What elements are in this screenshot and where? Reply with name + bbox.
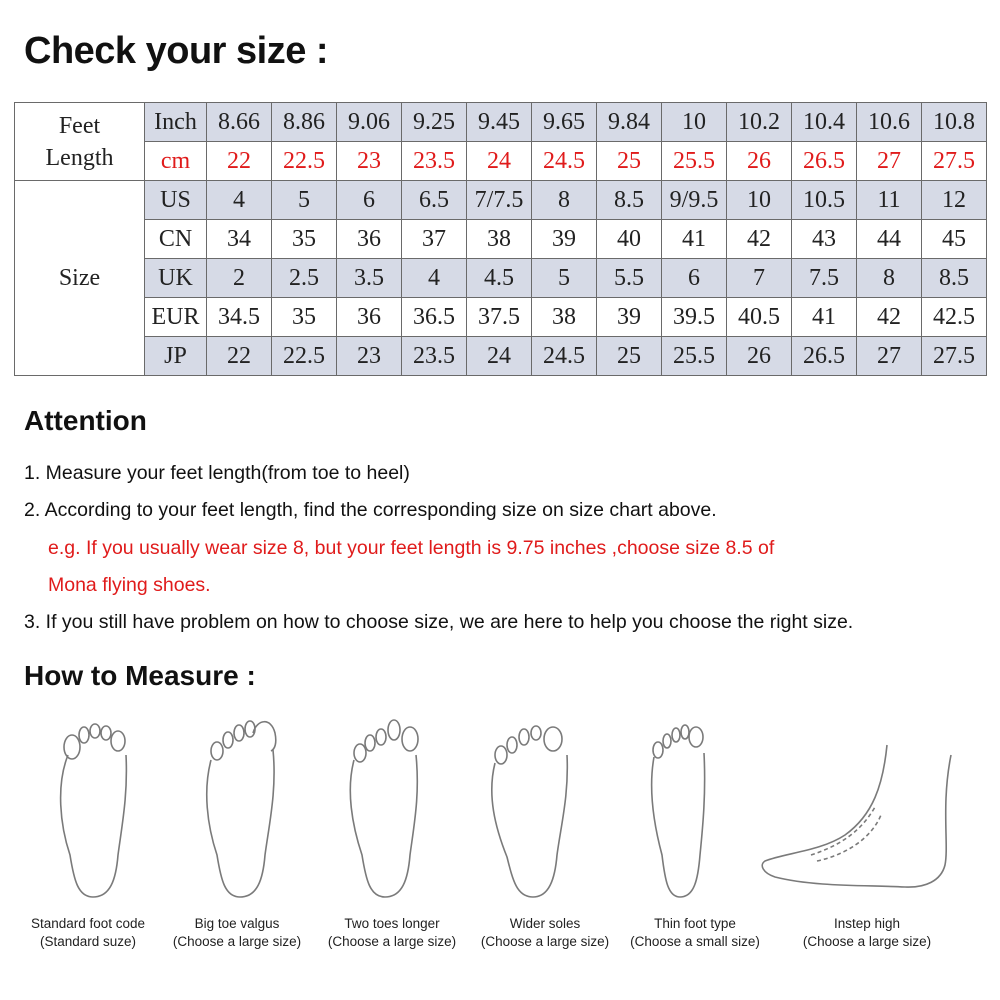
foot-caption-name: Wider soles — [509, 916, 581, 931]
attention-example-line-1: e.g. If you usually wear size 8, but your feet length is 9.75 inches ,choose size 8.5 of — [48, 537, 775, 559]
size-cell: 5.5 — [597, 259, 662, 298]
size-cell: 23.5 — [402, 337, 467, 376]
attention-line-1: 1. Measure your feet length(from toe to heel) — [24, 462, 410, 484]
size-cell: 34.5 — [207, 298, 272, 337]
unit-label: cm — [145, 142, 207, 181]
two-toes-longer-foot-icon — [340, 715, 430, 905]
size-cell: 9.25 — [402, 103, 467, 142]
size-cell: 12 — [922, 181, 987, 220]
size-cell: 4 — [207, 181, 272, 220]
unit-label: US — [145, 181, 207, 220]
size-cell: 23 — [337, 337, 402, 376]
size-cell: 7 — [727, 259, 792, 298]
size-cell: 3.5 — [337, 259, 402, 298]
wider-soles-foot-icon — [485, 715, 575, 905]
size-cell: 8.86 — [272, 103, 337, 142]
size-cell: 40 — [597, 220, 662, 259]
unit-label: JP — [145, 337, 207, 376]
size-cell: 6 — [337, 181, 402, 220]
size-cell: 27 — [857, 142, 922, 181]
size-cell: 27.5 — [922, 142, 987, 181]
attention-line-2: 2. According to your feet length, find the corresponding size on size chart above. — [24, 499, 717, 521]
foot-caption-name: Thin foot type — [654, 916, 736, 931]
size-cell: 37 — [402, 220, 467, 259]
unit-label: EUR — [145, 298, 207, 337]
size-cell: 4.5 — [467, 259, 532, 298]
size-cell: 25.5 — [662, 337, 727, 376]
foot-caption-name: Standard foot code — [30, 916, 146, 931]
size-cell: 8 — [532, 181, 597, 220]
size-cell: 36 — [337, 220, 402, 259]
page-title: Check your size : — [24, 30, 329, 72]
size-cell: 26 — [727, 337, 792, 376]
size-cell: 6 — [662, 259, 727, 298]
size-cell: 2.5 — [272, 259, 337, 298]
size-cell: 37.5 — [467, 298, 532, 337]
size-cell: 9/9.5 — [662, 181, 727, 220]
size-cell: 39.5 — [662, 298, 727, 337]
size-cell: 9.65 — [532, 103, 597, 142]
size-cell: 25 — [597, 337, 662, 376]
size-row-jp — [15, 337, 987, 376]
unit-label: CN — [145, 220, 207, 259]
size-cell: 24.5 — [532, 337, 597, 376]
size-cell: 22.5 — [272, 142, 337, 181]
foot-caption-hint: (Standard suze) — [39, 934, 137, 949]
size-cell: 41 — [662, 220, 727, 259]
size-cell: 35 — [272, 220, 337, 259]
size-cell: 8.5 — [922, 259, 987, 298]
instep-high-foot-icon — [755, 715, 975, 905]
size-cell: 40.5 — [727, 298, 792, 337]
size-cell: 9.06 — [337, 103, 402, 142]
size-cell: 10 — [662, 103, 727, 142]
size-cell: 27 — [857, 337, 922, 376]
size-cell: 38 — [532, 298, 597, 337]
size-cell: 36 — [337, 298, 402, 337]
size-cell: 42.5 — [922, 298, 987, 337]
size-cell: 8.66 — [207, 103, 272, 142]
size-cell: 2 — [207, 259, 272, 298]
size-cell: 22.5 — [272, 337, 337, 376]
size-cell: 35 — [272, 298, 337, 337]
size-cell: 24 — [467, 337, 532, 376]
size-cell: 4 — [402, 259, 467, 298]
thin-foot-icon — [640, 715, 720, 905]
size-cell: 41 — [792, 298, 857, 337]
size-row-cn — [15, 220, 987, 259]
size-cell: 22 — [207, 337, 272, 376]
size-row-us — [15, 181, 987, 220]
foot-caption-big-toe-valgus — [147, 915, 327, 951]
size-cell: 42 — [857, 298, 922, 337]
foot-caption-thin-foot — [605, 915, 785, 951]
foot-caption-hint: (Choose a small size) — [630, 934, 760, 949]
attention-line-3: 3. If you still have problem on how to choose size, we are here to help you choose the right size. — [24, 611, 854, 633]
foot-caption-hint: (Choose a large size) — [480, 934, 610, 949]
foot-caption-hint: (Choose a large size) — [327, 934, 457, 949]
feet-length-label: Feet Length — [15, 103, 145, 181]
size-cell: 8.5 — [597, 181, 662, 220]
size-cell: 10.8 — [922, 103, 987, 142]
size-chart-table — [14, 102, 987, 376]
size-cell: 5 — [532, 259, 597, 298]
size-row-inch — [15, 103, 987, 142]
foot-caption-name: Big toe valgus — [194, 916, 280, 931]
size-cell: 45 — [922, 220, 987, 259]
size-cell: 34 — [207, 220, 272, 259]
size-cell: 25 — [597, 142, 662, 181]
size-row-uk — [15, 259, 987, 298]
size-cell: 42 — [727, 220, 792, 259]
how-to-measure-heading: How to Measure : — [24, 660, 256, 691]
size-cell: 43 — [792, 220, 857, 259]
size-cell: 44 — [857, 220, 922, 259]
size-cell: 24 — [467, 142, 532, 181]
size-cell: 10.5 — [792, 181, 857, 220]
size-cell: 38 — [467, 220, 532, 259]
size-cell: 8 — [857, 259, 922, 298]
size-row-eur — [15, 298, 987, 337]
size-cell: 22 — [207, 142, 272, 181]
size-cell: 10.4 — [792, 103, 857, 142]
size-cell: 10.6 — [857, 103, 922, 142]
foot-caption-name: Two toes longer — [344, 916, 440, 931]
attention-heading: Attention — [24, 405, 147, 436]
size-cell: 10 — [727, 181, 792, 220]
size-cell: 24.5 — [532, 142, 597, 181]
size-cell: 11 — [857, 181, 922, 220]
size-cell: 5 — [272, 181, 337, 220]
unit-label: Inch — [145, 103, 207, 142]
foot-caption-name: Instep high — [833, 916, 901, 931]
big-toe-valgus-foot-icon — [195, 715, 285, 905]
size-cell: 6.5 — [402, 181, 467, 220]
size-cell: 39 — [597, 298, 662, 337]
size-label: Size — [15, 181, 145, 376]
size-cell: 10.2 — [727, 103, 792, 142]
standard-foot-icon — [48, 715, 138, 905]
foot-caption-instep-high — [777, 915, 957, 951]
size-cell: 26.5 — [792, 142, 857, 181]
size-cell: 26.5 — [792, 337, 857, 376]
size-cell: 25.5 — [662, 142, 727, 181]
unit-label: UK — [145, 259, 207, 298]
size-cell: 7/7.5 — [467, 181, 532, 220]
size-row-cm — [15, 142, 987, 181]
foot-caption-hint: (Choose a large size) — [802, 934, 932, 949]
size-cell: 23 — [337, 142, 402, 181]
foot-caption-hint: (Choose a large size) — [172, 934, 302, 949]
size-cell: 36.5 — [402, 298, 467, 337]
attention-example-line-2: Mona flying shoes. — [48, 574, 211, 596]
size-cell: 7.5 — [792, 259, 857, 298]
size-cell: 27.5 — [922, 337, 987, 376]
size-cell: 9.45 — [467, 103, 532, 142]
size-cell: 26 — [727, 142, 792, 181]
size-cell: 39 — [532, 220, 597, 259]
size-cell: 23.5 — [402, 142, 467, 181]
size-cell: 9.84 — [597, 103, 662, 142]
